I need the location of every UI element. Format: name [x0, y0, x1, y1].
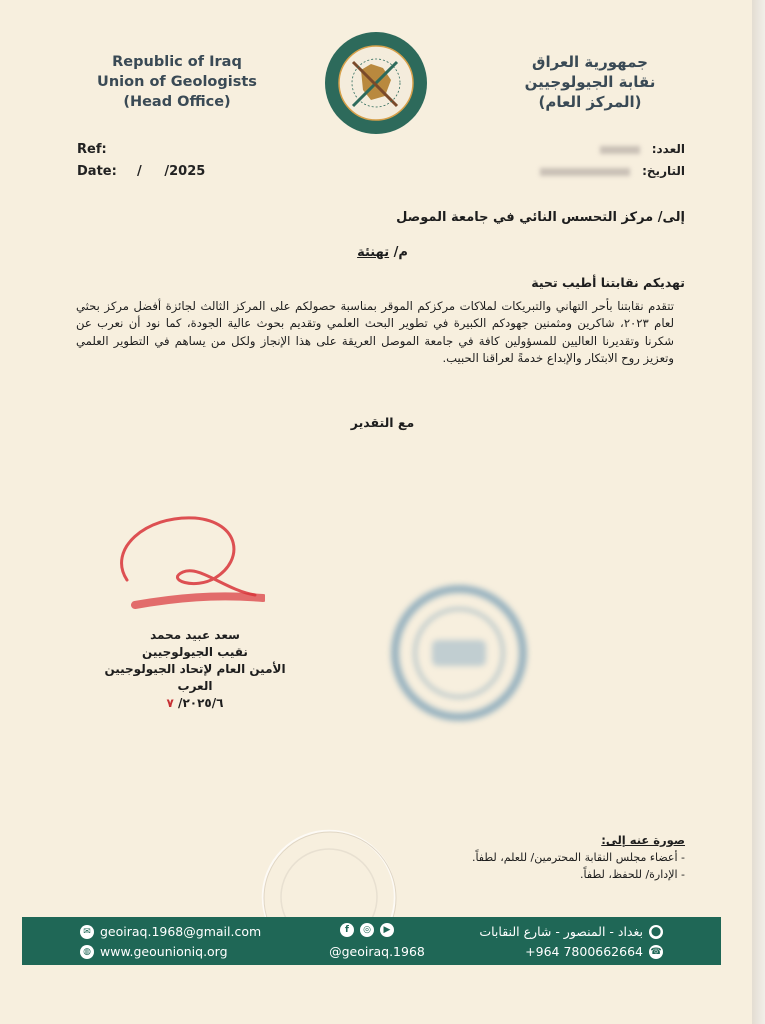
date-value: / /2025 [137, 164, 206, 179]
closing: مع التقدير [350, 415, 415, 430]
cc-line-1: - أعضاء مجلس النقابة المحترمين/ للعلم، لطفاً. [471, 851, 685, 864]
footer-social-handle[interactable] [322, 944, 432, 959]
facebook-icon[interactable]: f [340, 923, 354, 937]
phone-icon: ☎ [650, 946, 662, 957]
footer-phone[interactable] [525, 944, 663, 959]
signature-date-main: ٢٠٢٥/٦/ [178, 696, 224, 710]
footer-website[interactable] [80, 944, 228, 959]
footer-email-text: geoiraq.1968@gmail.com [100, 924, 262, 939]
cc-title: صورة عنه إلى: [601, 833, 685, 847]
redacted-date [540, 168, 630, 176]
location-icon: ⬤ [650, 926, 662, 937]
number-label: العدد: [651, 142, 685, 156]
union-logo-icon [323, 30, 429, 136]
paper-edge [752, 0, 765, 1024]
official-stamp-icon [388, 582, 530, 724]
date-label-ar: التاريخ: [642, 164, 685, 178]
globe-icon: ◍ [80, 945, 94, 959]
footer-website-text: www.geounioniq.org [100, 944, 228, 959]
header-ar-union: نقابة الجيولوجيين [524, 73, 656, 91]
footer-social-icons [340, 923, 394, 937]
header-en-country: Republic of Iraq [112, 54, 242, 70]
footer-address-text: بغداد - المنصور - شارع النقابات [479, 924, 643, 939]
signatory-name: سعد عبيد محمد [150, 628, 240, 642]
instagram-icon[interactable]: ◎ [360, 923, 374, 937]
recipient-line: إلى/ مركز التحسس النائي في جامعة الموصل [396, 210, 685, 225]
header-ar-office: (المركز العام) [538, 93, 642, 111]
footer-handle-text: @geoiraq.1968 [329, 944, 425, 959]
header-english [92, 52, 262, 112]
cc-line-2: - الإدارة/ للحفظ، لطفاً. [580, 868, 685, 881]
reference-block-arabic [425, 142, 685, 186]
subject-prefix: م/ [393, 245, 408, 260]
redacted-number [600, 146, 640, 154]
reference-block [77, 142, 206, 186]
header-en-office: (Head Office) [123, 94, 231, 110]
footer-email[interactable] [80, 924, 261, 939]
header-en-union: Union of Geologists [97, 74, 257, 90]
header-arabic [505, 52, 675, 112]
subject-text: تهنئة [357, 245, 390, 260]
ref-label: Ref: [77, 142, 107, 157]
footer-address [479, 924, 663, 939]
header-ar-country: جمهورية العراق [532, 53, 648, 71]
signatory-block [90, 627, 300, 712]
signatory-position: الأمين العام لإتحاد الجيولوجيين العرب [104, 662, 286, 693]
greeting: تهديكم نقابتنا أطيب تحية [531, 275, 685, 290]
youtube-icon[interactable]: ▶ [380, 923, 394, 937]
signature-date [90, 695, 300, 712]
date-label: Date: [77, 164, 117, 179]
handwritten-signature [105, 510, 265, 620]
signatory-title: نقيب الجيولوجيين [142, 645, 248, 659]
letter-body: تتقدم نقابتنا بأحر التهاني والتبريكات لملاكات مركزكم الموقر بمناسبة حصولكم على المركز الثالث لجائزة أفضل مركز بحثي لعام ٢٠٢٣، شاكرين ومثمنين جهودكم الكبيرة في تطوير البحث العلمي وتقديم بحوث عالية الجودة، كما نود أن نعرب عن شكرنا وتقديرنا العاليين للمسؤولين كافة في جامعة الموصل العريقة على هذا الإنجاز ولكل من يساهم في التطوير العلمي وتعزيز روح الابتكار والإبداع خدمةً لعراقنا الحبيب. [76, 299, 674, 365]
cc-block [472, 832, 685, 883]
footer-phone-text: +964 7800662664 [525, 944, 643, 959]
footer-bar [22, 917, 721, 965]
email-icon: ✉ [80, 925, 94, 939]
subject-line [0, 245, 765, 260]
signature-date-day: ٧ [166, 696, 174, 710]
